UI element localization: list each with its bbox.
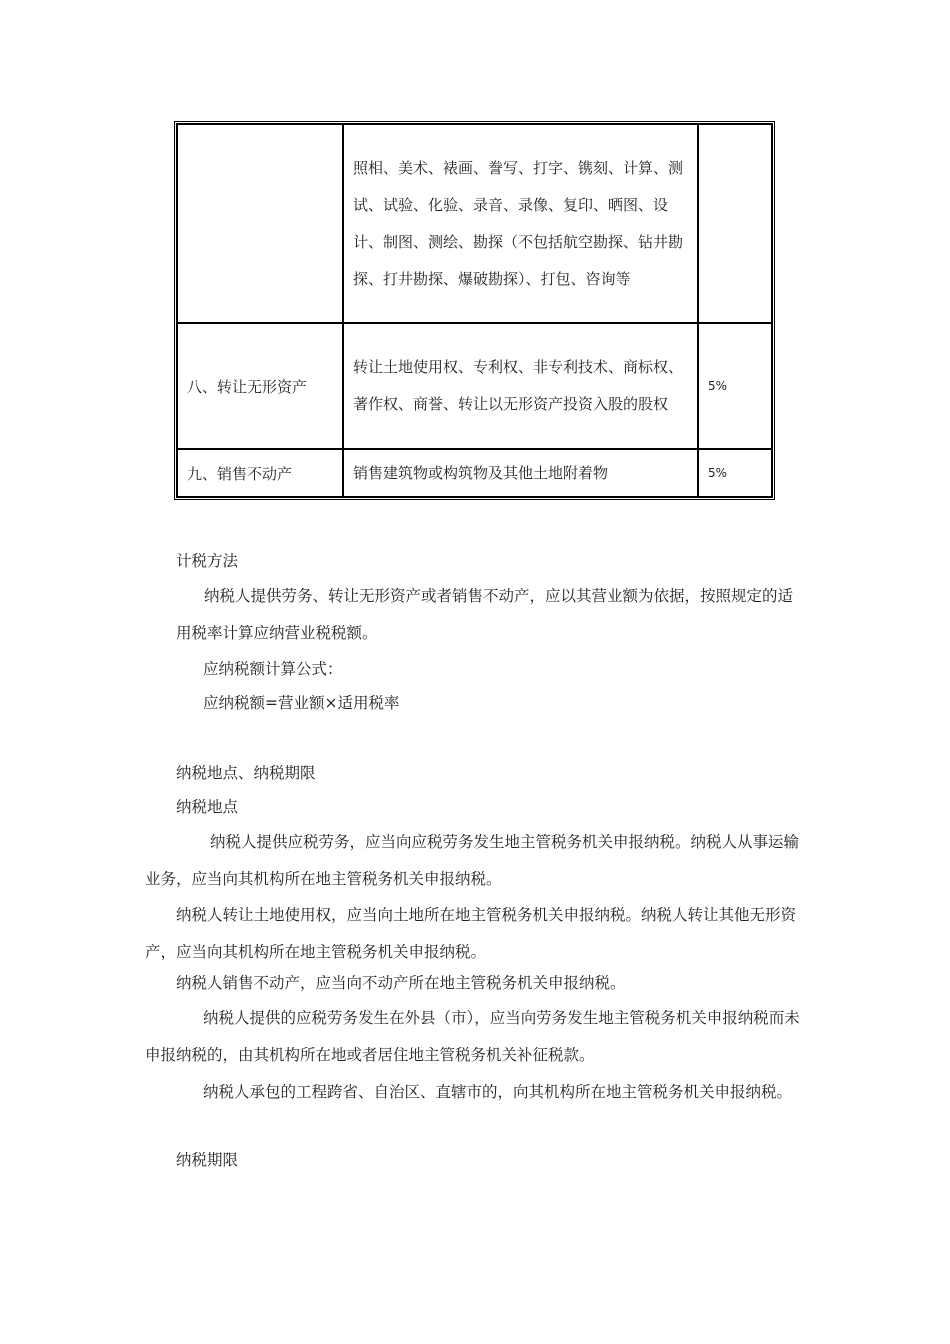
- sub-heading-place: 纳税地点: [176, 798, 239, 816]
- place-paragraph-3: 纳税人销售不动产，应当向不动产所在地主管税务机关申报纳税。: [176, 974, 626, 992]
- tax-item-cell: 八、转让无形资产: [177, 323, 343, 449]
- tax-scope-cell: 转让土地使用权、专利权、非专利技术、商标权、著作权、商誉、转让以无形资产投资入股的股权: [343, 323, 698, 449]
- tax-rate-table: [176, 123, 773, 498]
- formula: 应纳税额=营业额×适用税率: [203, 694, 400, 712]
- place-paragraph-5: 纳税人承包的工程跨省、自治区、直辖市的，向其机构所在地主管税务机关申报纳税。: [203, 1083, 793, 1101]
- tax-item-cell: 九、销售不动产: [177, 449, 343, 497]
- tax-rate-cell: 5%: [698, 449, 772, 497]
- tax-rate-cell: [698, 124, 772, 323]
- table-row: [177, 449, 772, 497]
- tax-scope-cell: 销售建筑物或构筑物及其他土地附着物: [343, 449, 698, 497]
- tax-item-cell: [177, 124, 343, 323]
- formula-label: 应纳税额计算公式：: [203, 660, 343, 678]
- table-row: [177, 124, 772, 323]
- section-heading-place-period: 纳税地点、纳税期限: [176, 764, 316, 782]
- period-heading: 纳税期限: [176, 1151, 239, 1169]
- place-paragraph-1: 纳税人提供应税劳务，应当向应税劳务发生地主管税务机关申报纳税。纳税人从事运输业务，应当向其机构所在地主管税务机关申报纳税。: [145, 833, 800, 888]
- table-row: [177, 323, 772, 449]
- place-paragraph-2: 纳税人转让土地使用权，应当向土地所在地主管税务机关申报纳税。纳税人转让其他无形资产，应当向其机构所在地主管税务机关申报纳税。: [145, 906, 797, 961]
- tax-rate-cell: 5%: [698, 323, 772, 449]
- place-paragraph-4: 纳税人提供的应税劳务发生在外县（市），应当向劳务发生地主管税务机关申报纳税而未申报纳税的，由其机构所在地或者居住地主管税务机关补征税款。: [145, 1009, 800, 1064]
- calc-paragraph: 纳税人提供劳务、转让无形资产或者销售不动产，应以其营业额为依据，按照规定的适用税率计算应纳营业税税额。: [176, 587, 794, 642]
- tax-scope-cell: 照相、美术、裱画、誊写、打字、镌刻、计算、测试、试验、化验、录音、录像、复印、晒图、设计、制图、测绘、勘探（不包括航空勘探、钻井勘探、打井勘探、爆破勘探）、打包、咨询等: [343, 124, 698, 323]
- calc-heading: 计税方法: [176, 552, 239, 570]
